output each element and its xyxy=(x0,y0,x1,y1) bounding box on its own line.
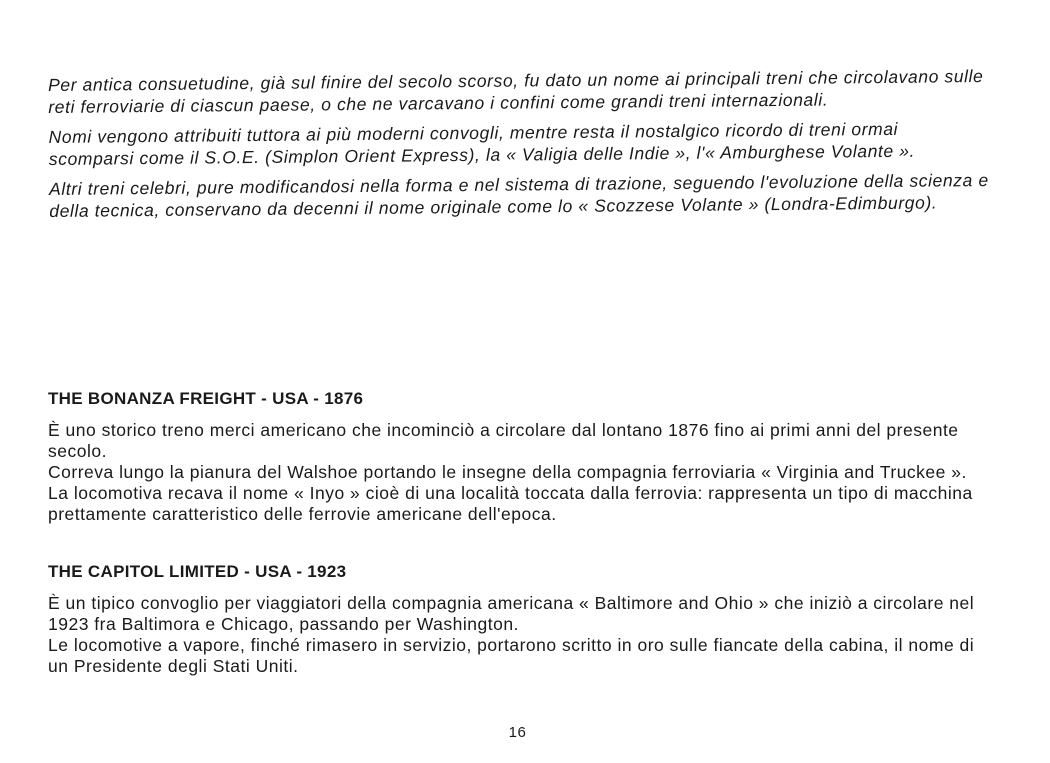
section-paragraph: È un tipico convoglio per viaggiatori della compagnia americana « Baltimore and Ohio » che iniziò a circolare nel 1923 fra Baltimora e Chicago, passando per Washington. xyxy=(48,593,975,634)
section-paragraph: Correva lungo la pianura del Walshoe portando le insegne della compagnia ferroviaria « Virginia and Truckee ». xyxy=(48,462,967,482)
section-heading: THE CAPITOL LIMITED - USA - 1923 xyxy=(48,562,347,581)
section-paragraph: La locomotiva recava il nome « Inyo » cioè di una località toccata dalla ferrovia: rappresenta un tipo di macchina prettamente caratteristico delle ferrovie americane dell'epoca. xyxy=(48,483,973,524)
section-heading: THE BONANZA FREIGHT - USA - 1876 xyxy=(48,389,364,408)
intro-paragraph: Altri treni celebri, pure modificandosi nella forma e nel sistema di trazione, seguendo l'evoluzione della scienza e della tecnica, conservano da decenni il nome originale come lo « Scozzese Volante » (Londra-Edimburgo). xyxy=(49,169,989,221)
section-paragraph: Le locomotive a vapore, finché rimasero in servizio, portarono scritto in oro sulle fiancate della cabina, il nome di un Presidente degli Stati Uniti. xyxy=(48,635,975,676)
section-paragraph: È uno storico treno merci americano che incominciò a circolare dal lontano 1876 fino ai primi anni del presente secolo. xyxy=(48,420,959,461)
intro-text xyxy=(48,65,989,230)
intro-paragraph: Nomi vengono attribuiti tuttora ai più moderni convogli, mentre resta il nostalgico ricordo di treni ormai scomparsi come il S.O.E. (Simplon Orient Express), la « Valigia delle Indie », l'« Amburghese Volante ». xyxy=(48,118,916,169)
section-bonanza-freight xyxy=(48,388,993,525)
page-number: 16 xyxy=(508,724,527,741)
section-capitol-limited xyxy=(48,561,993,677)
intro-paragraph: Per antica consuetudine, già sul finire del secolo scorso, fu dato un nome ai principali treni che circolavano sulle reti ferroviarie di ciascun paese, o che ne varcavano i confini come grandi treni internazionali. xyxy=(48,66,984,117)
